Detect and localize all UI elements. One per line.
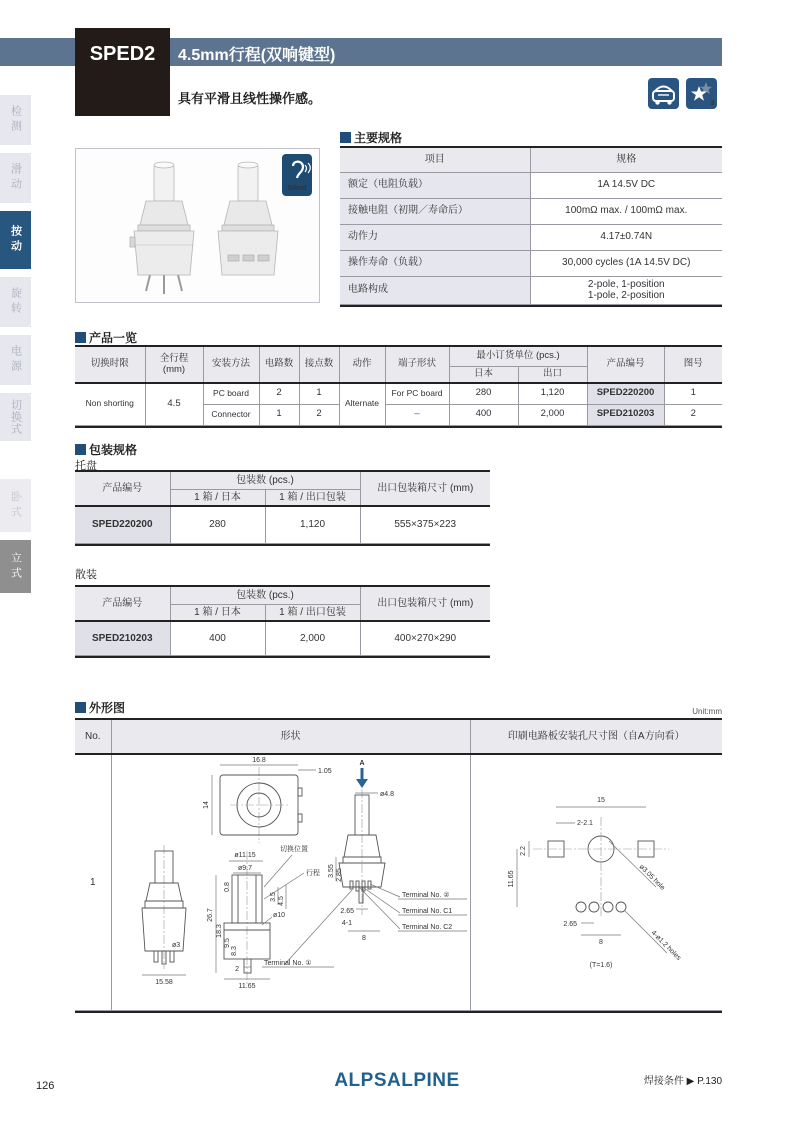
dim-label: 切换位置: [280, 846, 308, 853]
silent-label: Silent: [287, 185, 307, 192]
dim-label: 26.7: [207, 908, 214, 922]
subtitle: 具有平滑且线性操作感。: [178, 91, 322, 106]
section-title-lineup: [75, 329, 137, 346]
sidebar-tab-power: [0, 335, 31, 385]
dim-label: 8.3: [231, 946, 238, 956]
dim-label: 16.8: [252, 757, 266, 764]
col-header: 安装方法: [203, 347, 259, 383]
dim-label: 11.65: [508, 870, 516, 888]
dim-label: 4-ø1.2 holes: [649, 929, 683, 962]
spec-value: [530, 276, 722, 304]
dim-label: 2: [235, 966, 239, 973]
tray-table: [75, 470, 490, 546]
col-header: 端子形状: [385, 347, 449, 383]
tab-label: 立式: [9, 551, 22, 582]
spec-item: 操作寿命（负载）: [340, 250, 530, 276]
section-title-text: 包装规格: [89, 443, 138, 457]
dim-label: 2-2.1: [577, 820, 594, 827]
spec-value: 100mΩ max. / 100mΩ max.: [530, 198, 722, 224]
product-photo-box: [75, 148, 320, 303]
sidebar-tab-toggle: [0, 393, 31, 441]
col-header: 接点数: [299, 347, 339, 383]
car-icon: [648, 78, 679, 109]
col-header: 产品编号: [587, 347, 664, 383]
tab-label: 切换式: [9, 399, 22, 435]
spec-value-line1: 2-pole, 1-position: [587, 278, 665, 290]
spec-item: 额定（电阻负载）: [340, 172, 530, 198]
dim-label: ø4.8: [380, 791, 395, 798]
col-header: 1 箱 / 出口包装: [265, 604, 360, 621]
cell-action: Alternate: [339, 383, 385, 425]
dim-label: ø9.7: [237, 865, 253, 872]
specs-table: [340, 146, 722, 307]
col-header: 规格: [530, 148, 722, 172]
dim-label: ø3: [172, 942, 181, 949]
col-header: 动作: [339, 347, 385, 383]
durability-badge: [686, 78, 717, 109]
section-title-text: 主要规格: [354, 131, 403, 145]
spec-item: 动作力: [340, 224, 530, 250]
dim-label: 8: [599, 939, 604, 946]
cell-circuits: 2: [259, 383, 299, 404]
dim-label: ø10: [273, 912, 286, 919]
col-header: 切换时限: [75, 347, 145, 383]
tab-label: 滑动: [9, 163, 22, 193]
spec-item: 电路构成: [340, 276, 530, 304]
dim-label: 11.65: [238, 983, 256, 990]
dim-label: 2.85: [336, 868, 343, 882]
page-title: 4.5mm行程(双响键型): [178, 47, 336, 64]
silent-badge: [282, 154, 312, 196]
cell-qty-export: 1,120: [265, 506, 360, 543]
col-header: 出口包装箱尺寸 (mm): [360, 472, 490, 506]
cell-fig: 2: [664, 404, 722, 425]
cell-contacts: 2: [299, 404, 339, 425]
page-number: 126: [36, 1080, 55, 1092]
tab-label: 卧式: [9, 490, 22, 521]
cell-travel: 4.5: [145, 383, 203, 425]
dim-label: 2.65: [563, 921, 578, 928]
col-header: 1 箱 / 日本: [170, 604, 265, 621]
cell-shape-drawing: [111, 754, 470, 1010]
spec-value: 30,000 cycles (1A 14.5V DC): [530, 250, 722, 276]
sidebar-tab-detect: [0, 95, 31, 145]
col-header: 项目: [340, 148, 530, 172]
dim-label: 18.3: [216, 924, 223, 938]
dim-label: 4-1: [341, 920, 352, 927]
cell-terminal: For PC board: [385, 383, 449, 404]
col-header-moq: 最小订货单位 (pcs.): [449, 347, 587, 366]
spec-value: 4.17±0.74N: [530, 224, 722, 250]
cell-export: 1,120: [518, 383, 587, 404]
series-name: SPED2: [89, 43, 156, 65]
col-header: 产品编号: [75, 587, 170, 621]
section-marker: [75, 444, 86, 455]
col-header: 电路数: [259, 347, 299, 383]
spec-value: 1A 14.5V DC: [530, 172, 722, 198]
pcb-hole-drawing: [471, 755, 721, 1006]
col-header: 包装数 (pcs.): [170, 472, 360, 489]
section-marker: [340, 132, 351, 143]
terminal-label: Terminal No. ②: [402, 892, 450, 899]
cell-mount: PC board: [203, 383, 259, 404]
dim-label: 15.58: [155, 979, 173, 986]
dim-label: ø3.05 hole: [637, 863, 667, 892]
solder-label: 焊接条件: [643, 1076, 684, 1087]
cell-japan: 400: [449, 404, 518, 425]
unit-note: Unit:mm: [692, 707, 722, 716]
cell-box-size: 555×375×223: [360, 506, 490, 543]
sidebar-tab-rotate: [0, 277, 31, 327]
star-count: 3: [710, 100, 715, 107]
dim-label: 14: [203, 801, 210, 809]
section-title-text: 产品一览: [89, 331, 138, 345]
cell-qty-japan: 280: [170, 506, 265, 543]
col-header: 出口包装箱尺寸 (mm): [360, 587, 490, 621]
series-name-box: [75, 28, 170, 116]
terminal-label: Terminal No. C1: [402, 908, 453, 915]
dim-label: 0.8: [224, 882, 231, 892]
cell-terminal: –: [385, 404, 449, 425]
shape-drawing: [112, 755, 469, 1006]
solder-reference: [75, 1072, 722, 1087]
tray-label: 托盘: [75, 460, 97, 472]
col-header: 图号: [664, 347, 722, 383]
col-header-line1: 全行程: [159, 352, 189, 364]
terminal-label: Terminal No. ①: [264, 960, 312, 967]
cell-box-size: 400×270×290: [360, 621, 490, 655]
spec-item: 接触电阻（初期／寿命后）: [340, 198, 530, 224]
cell-japan: 280: [449, 383, 518, 404]
dim-label: 4.5: [278, 896, 285, 906]
col-header: 形状: [111, 720, 470, 754]
view-direction-label: A: [359, 760, 365, 767]
spec-value-line2: 1-pole, 2-position: [587, 290, 665, 301]
cell-fig: 1: [664, 383, 722, 404]
solder-page-ref: P.130: [697, 1076, 722, 1087]
bulk-label: 散装: [75, 569, 97, 581]
terminal-label: Terminal No. C2: [402, 924, 453, 931]
thickness-note: (T=1.6): [589, 962, 613, 969]
lineup-table: [75, 345, 722, 428]
automotive-badge: [648, 78, 679, 109]
section-title-packaging: [75, 441, 137, 458]
col-header: 1 箱 / 日本: [170, 489, 265, 506]
arrow-right-icon: ▶: [686, 1076, 695, 1087]
cell-part-number: SPED210203: [75, 621, 170, 655]
dim-label: ø11.15: [234, 852, 256, 859]
tab-label: 按动: [9, 225, 22, 255]
col-header: 产品编号: [75, 472, 170, 506]
cell-pcb-drawing: [470, 754, 722, 1010]
cell-part-number: SPED210203: [587, 404, 664, 425]
sidebar-tab-push-active: [0, 211, 31, 269]
sidebar-tab-horizontal: [0, 479, 31, 532]
cell-circuits: 1: [259, 404, 299, 425]
dim-label: 15: [597, 797, 606, 804]
section-marker: [75, 332, 86, 343]
dim-label: 3.55: [328, 864, 335, 878]
col-header: No.: [75, 720, 111, 754]
dim-label: 2.2: [520, 846, 528, 856]
cell-outline-no: 1: [75, 754, 111, 1010]
sidebar-tab-slide: [0, 153, 31, 203]
dim-label: 3.5: [270, 892, 277, 902]
dim-label: 9.5: [224, 938, 231, 948]
cell-part-number: SPED220200: [75, 506, 170, 543]
tab-label: 旋转: [9, 287, 22, 317]
cell-timing: Non shorting: [75, 383, 145, 425]
col-header: 1 箱 / 出口包装: [265, 489, 360, 506]
col-header-japan: 日本: [449, 366, 518, 383]
col-header: 印刷电路板安装孔尺寸图（自A方向看）: [470, 720, 722, 754]
sidebar-tab-vertical: [0, 540, 31, 593]
col-header: 包装数 (pcs.): [170, 587, 360, 604]
tab-label: 检测: [9, 105, 22, 135]
view-direction-arrow-icon: [356, 779, 368, 788]
tab-label: 电源: [9, 345, 22, 375]
cell-qty-japan: 400: [170, 621, 265, 655]
col-header-line2: (mm): [162, 363, 186, 375]
cell-export: 2,000: [518, 404, 587, 425]
col-header-export: 出口: [518, 366, 587, 383]
outline-table: [75, 718, 722, 1013]
cell-qty-export: 2,000: [265, 621, 360, 655]
col-header: [145, 347, 203, 383]
cell-contacts: 1: [299, 383, 339, 404]
dim-label: 8: [362, 935, 366, 942]
cell-part-number: SPED220200: [587, 383, 664, 404]
bulk-table: [75, 585, 490, 658]
brand-logo: ALPSALPINE: [334, 1070, 460, 1091]
cell-mount: Connector: [203, 404, 259, 425]
dim-label: 2.65: [340, 908, 354, 915]
silent-ear-icon: [282, 154, 312, 196]
section-title-specs: [340, 129, 402, 146]
star-3-icon: [686, 78, 717, 109]
dim-label: 行程: [306, 870, 320, 877]
dim-label: 1.05: [318, 768, 332, 775]
section-title-text: 外形图: [89, 701, 126, 715]
